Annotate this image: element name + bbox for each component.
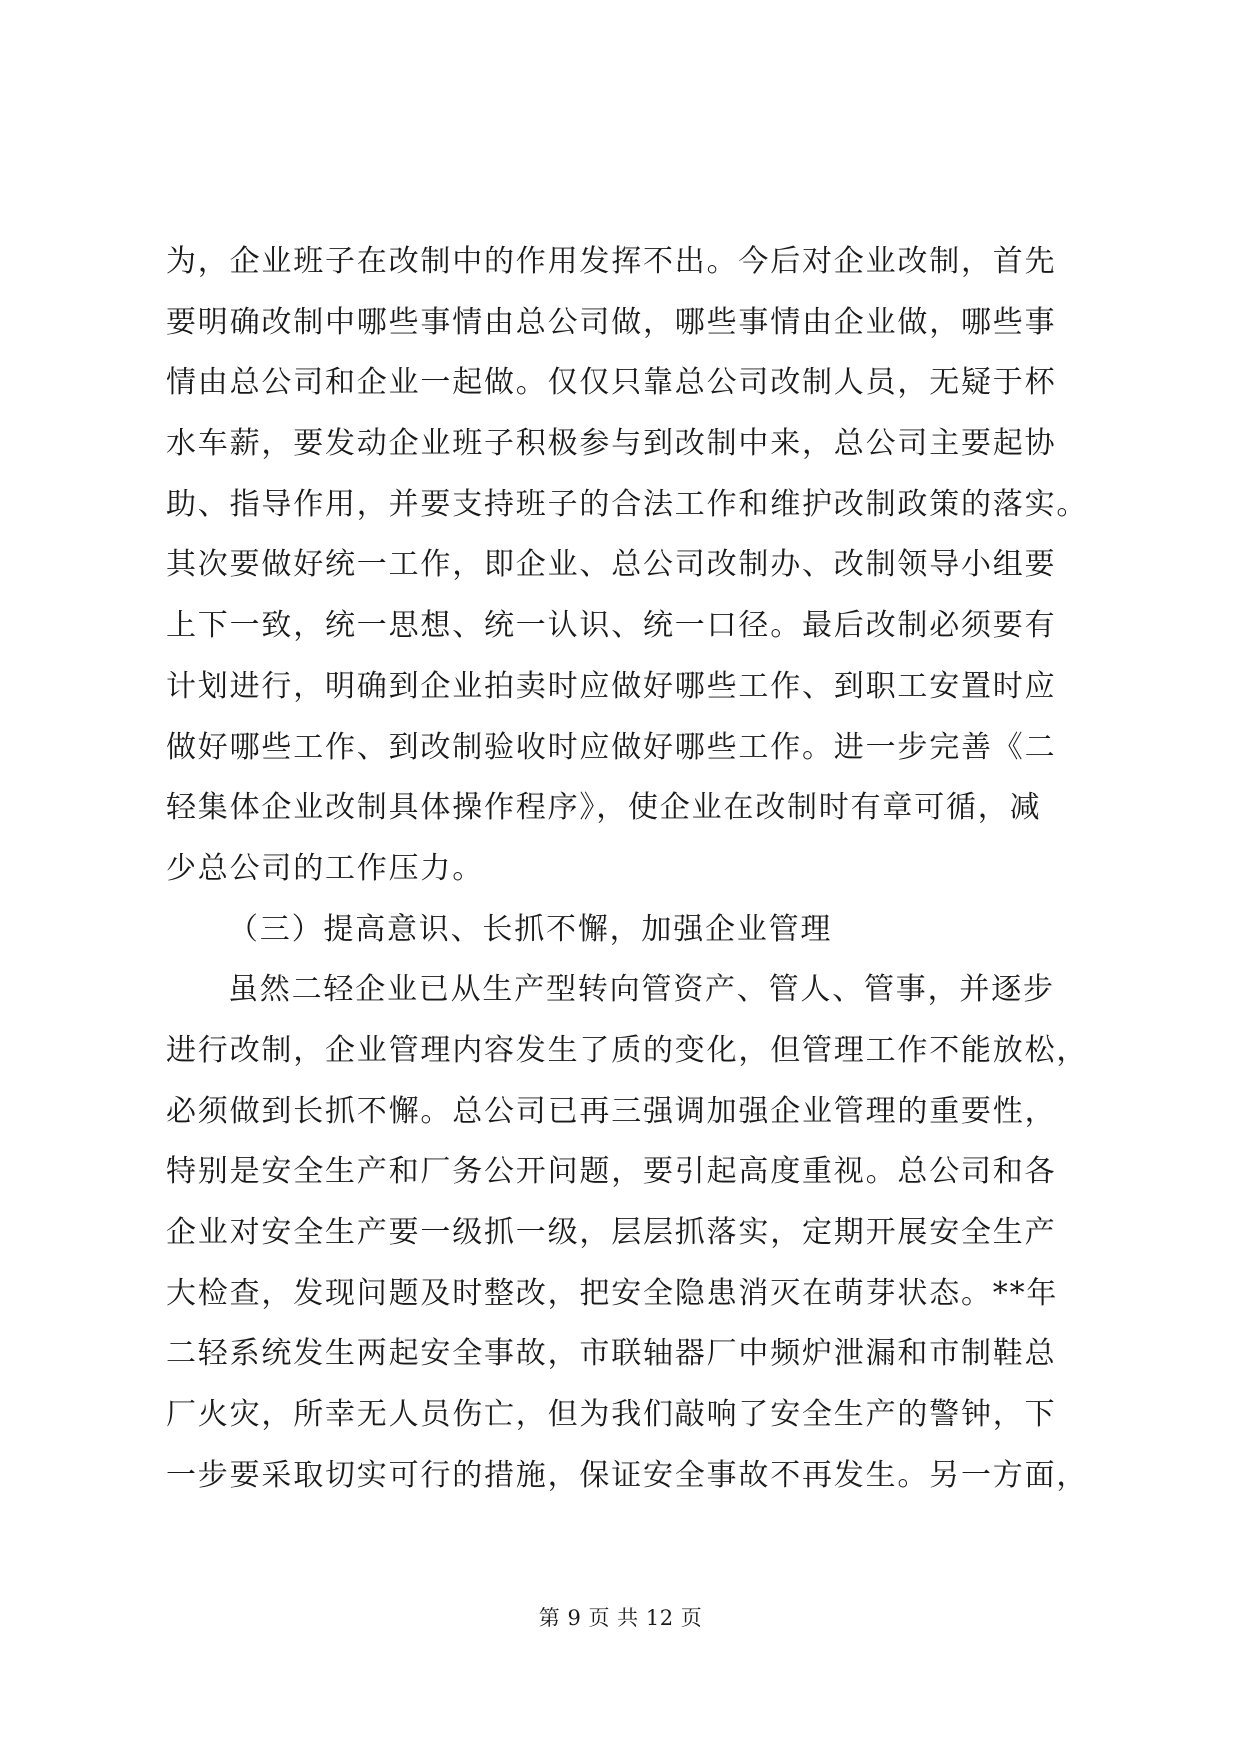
text-line: 轻集体企业改制具体操作程序》，使企业在改制时有章可循，减 <box>166 790 1042 826</box>
text-line: 其次要做好统一工作，即企业、总公司改制办、改制领导小组要 <box>166 547 1057 583</box>
text-line: 做好哪些工作、到改制验收时应做好哪些工作。进一步完善《二 <box>166 729 1057 765</box>
text-line: 水车薪，要发动企业班子积极参与到改制中来，总公司主要起协 <box>166 426 1057 462</box>
page-number-footer: 第 9 页 共 12 页 <box>538 1606 703 1630</box>
text-line: 少总公司的工作压力。 <box>166 850 484 886</box>
text-line: 上下一致，统一思想、统一认识、统一口径。最后改制必须要有 <box>166 608 1057 644</box>
text-line: 二轻系统发生两起安全事故，市联轴器厂中频炉泄漏和市制鞋总 <box>166 1336 1057 1372</box>
text-line: 企业对安全生产要一级抓一级，层层抓落实，定期开展安全生产 <box>166 1215 1057 1250</box>
section-heading: （三）提高意识、长抓不懈，加强企业管理 <box>228 911 833 947</box>
text-line: 情由总公司和企业一起做。仅仅只靠总公司改制人员，无疑于杯 <box>166 365 1057 401</box>
text-line: 为，企业班子在改制中的作用发挥不出。今后对企业改制，首先 <box>166 244 1057 279</box>
text-line: 要明确改制中哪些事情由总公司做，哪些事情由企业做，哪些事 <box>166 304 1057 340</box>
body-text <box>166 232 1089 1506</box>
text-line: 大检查，发现问题及时整改，把安全隐患消灭在萌芽状态。**年 <box>166 1275 1059 1311</box>
text-line: 一步要采取切实可行的措施，保证安全事故不再发生。另一方面， <box>166 1457 1089 1493</box>
text-line: 必须做到长抓不懈。总公司已再三强调加强企业管理的重要性， <box>166 1093 1057 1129</box>
text-line: 助、指导作用，并要支持班子的合法工作和维护改制政策的落实。 <box>166 486 1089 522</box>
text-line: 计划进行，明确到企业拍卖时应做好哪些工作、到职工安置时应 <box>166 668 1057 704</box>
paragraph-first-line: 虽然二轻企业已从生产型转向管资产、管人、管事，并逐步 <box>228 972 1055 1008</box>
text-line: 厂火灾，所幸无人员伤亡，但为我们敲响了安全生产的警钟，下 <box>166 1397 1057 1433</box>
text-line: 进行改制，企业管理内容发生了质的变化，但管理工作不能放松， <box>166 1032 1089 1068</box>
text-line: 特别是安全生产和厂务公开问题，要引起高度重视。总公司和各 <box>166 1154 1057 1190</box>
